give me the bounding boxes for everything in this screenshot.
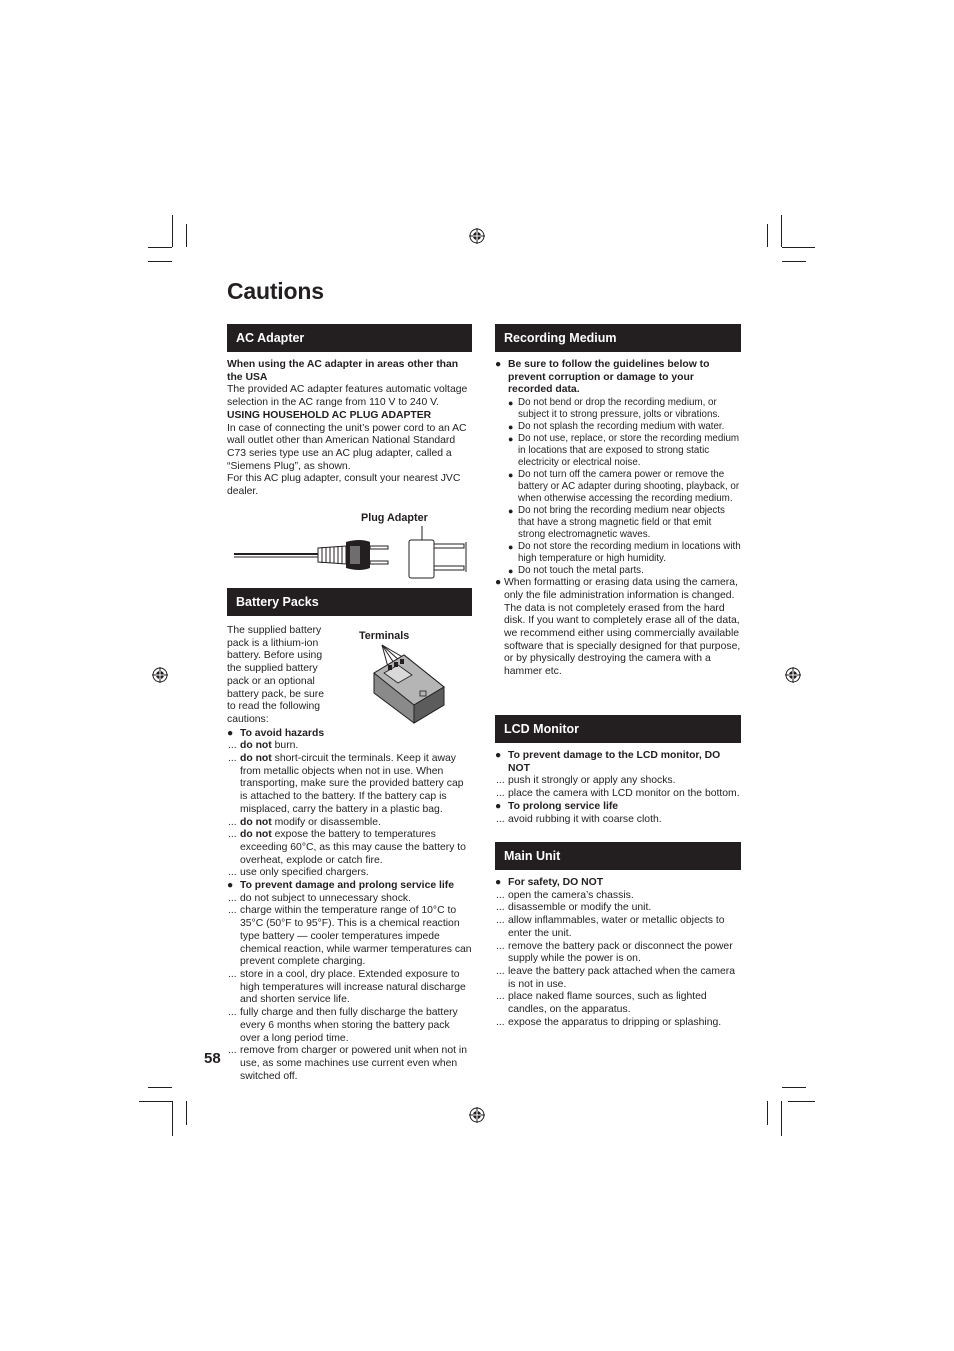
battery-intro: The supplied battery pack is a lithium-ion battery. Before using the supplied battery pack or an optional battery pack, be sure to read the following cautions: (227, 625, 325, 725)
list-item: ... place the camera with LCD monitor on the bottom. (496, 788, 740, 800)
recording-medium-heading: Recording Medium (495, 324, 741, 352)
registration-mark-icon (152, 667, 168, 683)
page-title: Cautions (227, 278, 324, 304)
ac-adapter-subheading: USING HOUSEHOLD AC PLUG ADAPTER (227, 409, 432, 421)
lcd-monitor-section (495, 715, 741, 826)
list-item: ● When formatting or erasing data using the camera, only the file administration information is changed. The data is not completely erased from the hard disk. If you want to completely erase all of the data, we recommend either using commercially available software that is specially designed for that purpose, or by physically destroying the camera with a hammer etc. (495, 577, 741, 678)
ac-adapter-paragraph: For this AC plug adapter, consult your nearest JVC dealer. (227, 473, 461, 498)
list-item: ... remove the battery pack or disconnect the power supply while the power is on. (496, 940, 733, 965)
ac-adapter-section (227, 324, 472, 499)
list-item: ● To avoid hazards (227, 727, 325, 739)
registration-mark-icon (785, 667, 801, 683)
main-unit-section (495, 842, 741, 1029)
list-item: ● Do not use, replace, or store the recording medium in locations that are exposed to strong static electricity or electrical noise. (508, 433, 740, 469)
list-item: ● Do not touch the metal parts. (508, 565, 644, 577)
list-item: ● Do not bring the recording medium near objects that have a strong magnetic field or that emit strong electromagnetic waves. (508, 505, 725, 541)
list-item: ... remove from charger or powered unit when not in use, as some machines use current even when switched off. (228, 1045, 467, 1082)
list-item: ... allow inflammables, water or metallic objects to enter the unit. (496, 915, 725, 939)
registration-mark-icon (469, 228, 485, 244)
list-item: ● Do not turn off the camera power or remove the battery or AC adapter during shooting, playback, or when otherwise accessing the recording medium. (508, 469, 740, 505)
main-unit-heading: Main Unit (495, 842, 741, 870)
list-item: ● For safety, DO NOT (495, 877, 604, 888)
list-item: ● Do not store the recording medium in locations with high temperature or high humidity. (508, 541, 741, 565)
list-item: ... fully charge and then fully discharge the battery every 6 months when storing the battery pack over a long period time. (228, 1007, 458, 1044)
plug-adapter-label: Plug Adapter (361, 512, 428, 524)
terminals-label: Terminals (359, 630, 410, 642)
list-item: ... charge within the temperature range of 10°C to 35°C (50°F to 95°F). This is a chemical reaction type battery — cooler temperatures impede chemical reaction, while warmer temperatures can prevent complete charging. (228, 905, 472, 968)
list-item: ... push it strongly or apply any shocks. (496, 775, 676, 787)
ac-adapter-paragraph: The provided AC adapter features automatic voltage selection in the AC range from 110 V to 240 V. (227, 384, 468, 409)
recording-medium-section (495, 324, 741, 679)
list-item: ... do not modify or disassemble. (228, 816, 381, 828)
ac-adapter-heading: AC Adapter (227, 324, 472, 352)
list-item: ... place naked flame sources, such as lighted candles, on the apparatus. (496, 991, 707, 1016)
list-item: ● To prolong service life (495, 800, 619, 812)
lcd-monitor-heading: LCD Monitor (495, 715, 741, 743)
battery-pack-illustration (370, 643, 448, 725)
list-item: ... expose the apparatus to dripping or splashing. (496, 1016, 722, 1028)
registration-mark-icon (469, 1107, 485, 1123)
list-item: ... avoid rubbing it with coarse cloth. (496, 813, 662, 825)
list-item: ... do not expose the battery to temperatures exceeding 60°C, as this may cause the battery to overheat, explode or catch fire. (228, 829, 466, 866)
list-item: ● Do not bend or drop the recording medium, or subject it to strong pressure, jolts or vibrations. (508, 397, 721, 421)
list-item: ... open the camera’s chassis. (496, 889, 634, 901)
list-item: ● Be sure to follow the guidelines below to prevent corruption or damage to your recorded data. (495, 359, 710, 396)
ac-adapter-paragraph: In case of connecting the unit’s power cord to an AC wall outlet other than American National Standard C73 series type use an AC plug adapter, called a “Siemens Plug”, as shown. (227, 422, 467, 472)
list-item: ... leave the battery pack attached when the camera is not in use. (496, 965, 736, 990)
page-number: 58 (204, 1050, 221, 1067)
list-item: ... use only specified chargers. (228, 867, 369, 879)
list-item: ... do not short-circuit the terminals. Keep it away from metallic objects when not in use. When transporting, make sure the provided battery cap is attached to the battery. If the battery cap is misplaced, carry the battery in a plastic bag. (228, 753, 464, 815)
ac-adapter-subheading: When using the AC adapter in areas other than the USA (227, 359, 459, 383)
plug-adapter-illustration (234, 526, 470, 582)
battery-heading: Battery Packs (227, 588, 472, 616)
list-item: ... disassemble or modify the unit. (496, 902, 652, 914)
list-item: ... do not subject to unnecessary shock. (228, 892, 411, 904)
list-item: ● To prevent damage to the LCD monitor, DO NOT (495, 750, 721, 774)
list-item: ... store in a cool, dry place. Extended exposure to high temperatures will increase natural discharge and shorten service life. (228, 968, 466, 1006)
list-item: ● To prevent damage and prolong service life (227, 880, 455, 892)
list-item: ● Do not splash the recording medium with water. (508, 421, 725, 433)
list-item: ... do not burn. (228, 740, 299, 752)
